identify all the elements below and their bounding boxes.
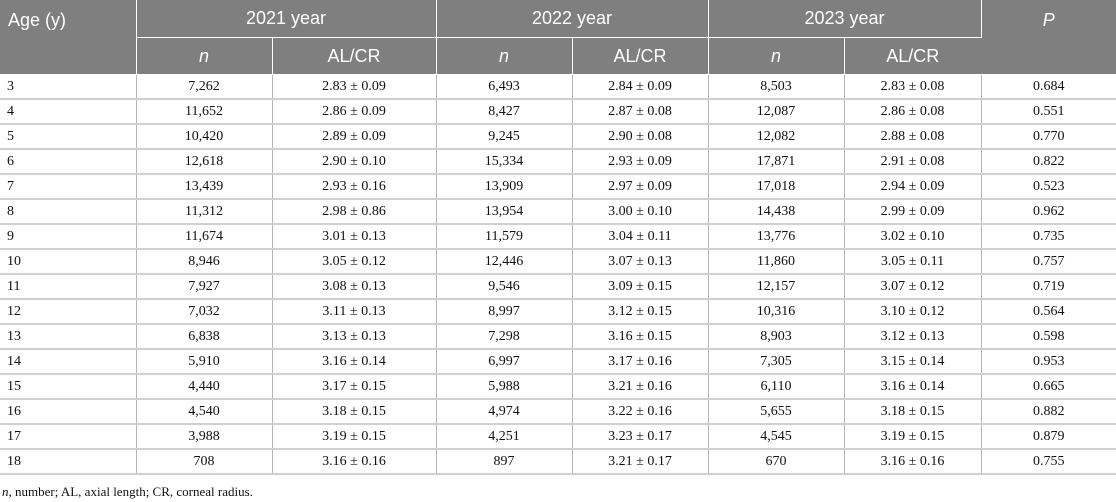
p-value-cell: 0.551 <box>981 99 1116 124</box>
n-2022-cell: 4,974 <box>436 399 572 424</box>
alcr-2022-header: AL/CR <box>572 38 708 75</box>
p-value-cell: 0.684 <box>981 75 1116 100</box>
age-cell: 17 <box>0 424 136 449</box>
table-row <box>0 374 1116 399</box>
alcr-2021-cell: 3.17 ± 0.15 <box>272 374 436 399</box>
alcr-2023-header: AL/CR <box>844 38 981 75</box>
age-cell: 12 <box>0 299 136 324</box>
n-2022-cell: 5,988 <box>436 374 572 399</box>
n-2023-cell: 12,082 <box>708 124 844 149</box>
alcr-2022-cell: 2.93 ± 0.09 <box>572 149 708 174</box>
alcr-2023-cell: 3.18 ± 0.15 <box>844 399 981 424</box>
n-2023-cell: 14,438 <box>708 199 844 224</box>
alcr-2021-cell: 3.16 ± 0.16 <box>272 449 436 474</box>
age-cell: 18 <box>0 449 136 474</box>
age-cell: 6 <box>0 149 136 174</box>
table-row <box>0 124 1116 149</box>
n-2023-cell: 8,903 <box>708 324 844 349</box>
n-2021-cell: 7,927 <box>136 274 272 299</box>
table-row <box>0 224 1116 249</box>
table-row <box>0 449 1116 474</box>
age-header: Age (y) <box>0 0 136 75</box>
footnote-text: , number; AL, axial length; CR, corneal radius. <box>8 484 253 499</box>
n-2023-header: n <box>708 38 844 75</box>
p-value-cell: 0.770 <box>981 124 1116 149</box>
p-value-cell: 0.735 <box>981 224 1116 249</box>
age-cell: 3 <box>0 75 136 100</box>
table-row <box>0 75 1116 100</box>
p-value-cell: 0.523 <box>981 174 1116 199</box>
n-2021-header: n <box>136 38 272 75</box>
alcr-2023-cell: 2.88 ± 0.08 <box>844 124 981 149</box>
alcr-2023-cell: 3.16 ± 0.16 <box>844 449 981 474</box>
age-cell: 4 <box>0 99 136 124</box>
age-cell: 15 <box>0 374 136 399</box>
n-2022-cell: 6,997 <box>436 349 572 374</box>
year-2023-header: 2023 year <box>708 0 981 38</box>
alcr-2022-cell: 2.97 ± 0.09 <box>572 174 708 199</box>
n-2023-cell: 12,157 <box>708 274 844 299</box>
age-cell: 9 <box>0 224 136 249</box>
p-value-cell: 0.953 <box>981 349 1116 374</box>
n-2021-cell: 6,838 <box>136 324 272 349</box>
alcr-2023-cell: 2.99 ± 0.09 <box>844 199 981 224</box>
alcr-2022-cell: 3.04 ± 0.11 <box>572 224 708 249</box>
alcr-2021-cell: 2.89 ± 0.09 <box>272 124 436 149</box>
age-cell: 14 <box>0 349 136 374</box>
n-2021-cell: 708 <box>136 449 272 474</box>
alcr-2021-cell: 3.13 ± 0.13 <box>272 324 436 349</box>
p-value-cell: 0.879 <box>981 424 1116 449</box>
alcr-2022-cell: 3.09 ± 0.15 <box>572 274 708 299</box>
table-body <box>0 75 1116 475</box>
table-row <box>0 274 1116 299</box>
year-2021-header: 2021 year <box>136 0 436 38</box>
n-2023-cell: 4,545 <box>708 424 844 449</box>
p-value-cell: 0.719 <box>981 274 1116 299</box>
table-row <box>0 149 1116 174</box>
table-row <box>0 424 1116 449</box>
n-2023-cell: 12,087 <box>708 99 844 124</box>
n-2021-cell: 7,032 <box>136 299 272 324</box>
n-2022-cell: 13,909 <box>436 174 572 199</box>
alcr-2021-cell: 3.01 ± 0.13 <box>272 224 436 249</box>
n-2022-cell: 15,334 <box>436 149 572 174</box>
n-2023-cell: 10,316 <box>708 299 844 324</box>
alcr-2023-cell: 3.05 ± 0.11 <box>844 249 981 274</box>
table-row <box>0 324 1116 349</box>
n-2023-cell: 11,860 <box>708 249 844 274</box>
alcr-2022-cell: 3.22 ± 0.16 <box>572 399 708 424</box>
n-2022-cell: 4,251 <box>436 424 572 449</box>
alcr-2022-cell: 3.23 ± 0.17 <box>572 424 708 449</box>
alcr-2022-cell: 3.17 ± 0.16 <box>572 349 708 374</box>
alcr-2021-cell: 3.16 ± 0.14 <box>272 349 436 374</box>
n-2022-cell: 8,997 <box>436 299 572 324</box>
n-2023-cell: 17,871 <box>708 149 844 174</box>
alcr-2023-cell: 3.10 ± 0.12 <box>844 299 981 324</box>
n-2021-cell: 13,439 <box>136 174 272 199</box>
alcr-2021-cell: 2.90 ± 0.10 <box>272 149 436 174</box>
n-2022-cell: 9,546 <box>436 274 572 299</box>
n-2023-cell: 7,305 <box>708 349 844 374</box>
p-value-cell: 0.757 <box>981 249 1116 274</box>
age-cell: 16 <box>0 399 136 424</box>
n-2022-cell: 13,954 <box>436 199 572 224</box>
alcr-2022-cell: 2.87 ± 0.08 <box>572 99 708 124</box>
n-2022-cell: 9,245 <box>436 124 572 149</box>
alcr-2021-cell: 2.86 ± 0.09 <box>272 99 436 124</box>
alcr-2021-cell: 3.08 ± 0.13 <box>272 274 436 299</box>
n-2023-cell: 13,776 <box>708 224 844 249</box>
alcr-2023-cell: 2.83 ± 0.08 <box>844 75 981 100</box>
n-2023-cell: 17,018 <box>708 174 844 199</box>
table-row <box>0 349 1116 374</box>
alcr-2023-cell: 2.94 ± 0.09 <box>844 174 981 199</box>
alcr-2022-cell: 3.21 ± 0.17 <box>572 449 708 474</box>
alcr-2023-cell: 3.02 ± 0.10 <box>844 224 981 249</box>
alcr-2021-cell: 2.98 ± 0.86 <box>272 199 436 224</box>
alcr-2022-cell: 3.12 ± 0.15 <box>572 299 708 324</box>
alcr-2023-cell: 3.16 ± 0.14 <box>844 374 981 399</box>
n-2021-cell: 11,312 <box>136 199 272 224</box>
p-value-cell: 0.665 <box>981 374 1116 399</box>
age-cell: 10 <box>0 249 136 274</box>
alcr-2021-cell: 2.83 ± 0.09 <box>272 75 436 100</box>
age-cell: 5 <box>0 124 136 149</box>
n-2022-cell: 7,298 <box>436 324 572 349</box>
n-2023-cell: 8,503 <box>708 75 844 100</box>
year-2022-header: 2022 year <box>436 0 708 38</box>
p-value-header: P <box>981 0 1116 75</box>
n-2021-cell: 4,540 <box>136 399 272 424</box>
n-2022-cell: 12,446 <box>436 249 572 274</box>
alcr-2022-cell: 2.84 ± 0.09 <box>572 75 708 100</box>
p-value-cell: 0.598 <box>981 324 1116 349</box>
p-value-cell: 0.564 <box>981 299 1116 324</box>
table-row <box>0 399 1116 424</box>
n-2021-cell: 5,910 <box>136 349 272 374</box>
alcr-2022-cell: 2.90 ± 0.08 <box>572 124 708 149</box>
alcr-2021-cell: 3.05 ± 0.12 <box>272 249 436 274</box>
alcr-2023-cell: 2.86 ± 0.08 <box>844 99 981 124</box>
alcr-2023-cell: 3.07 ± 0.12 <box>844 274 981 299</box>
alcr-2022-cell: 3.21 ± 0.16 <box>572 374 708 399</box>
alcr-2021-header: AL/CR <box>272 38 436 75</box>
n-2023-cell: 670 <box>708 449 844 474</box>
n-2022-cell: 6,493 <box>436 75 572 100</box>
n-2021-cell: 4,440 <box>136 374 272 399</box>
n-2021-cell: 11,674 <box>136 224 272 249</box>
footnote-n-abbrev: n <box>2 484 9 499</box>
p-value-cell: 0.755 <box>981 449 1116 474</box>
table-row <box>0 249 1116 274</box>
table-footnote <box>2 484 253 500</box>
age-cell: 8 <box>0 199 136 224</box>
p-value-cell: 0.962 <box>981 199 1116 224</box>
alcr-2023-cell: 2.91 ± 0.08 <box>844 149 981 174</box>
n-2021-cell: 12,618 <box>136 149 272 174</box>
n-2021-cell: 3,988 <box>136 424 272 449</box>
n-2022-header: n <box>436 38 572 75</box>
n-2023-cell: 5,655 <box>708 399 844 424</box>
alcr-2022-cell: 3.00 ± 0.10 <box>572 199 708 224</box>
table-row <box>0 199 1116 224</box>
n-2022-cell: 8,427 <box>436 99 572 124</box>
n-2023-cell: 6,110 <box>708 374 844 399</box>
table-row <box>0 174 1116 199</box>
p-value-cell: 0.882 <box>981 399 1116 424</box>
alcr-2023-cell: 3.15 ± 0.14 <box>844 349 981 374</box>
alcr-2021-cell: 2.93 ± 0.16 <box>272 174 436 199</box>
alcr-2021-cell: 3.19 ± 0.15 <box>272 424 436 449</box>
alcr-2021-cell: 3.18 ± 0.15 <box>272 399 436 424</box>
age-cell: 13 <box>0 324 136 349</box>
p-value-cell: 0.822 <box>981 149 1116 174</box>
alcr-2023-cell: 3.12 ± 0.13 <box>844 324 981 349</box>
alcr-2021-cell: 3.11 ± 0.13 <box>272 299 436 324</box>
table-row <box>0 99 1116 124</box>
age-cell: 11 <box>0 274 136 299</box>
alcr-2022-cell: 3.07 ± 0.13 <box>572 249 708 274</box>
n-2021-cell: 7,262 <box>136 75 272 100</box>
n-2021-cell: 8,946 <box>136 249 272 274</box>
n-2021-cell: 11,652 <box>136 99 272 124</box>
table-row <box>0 299 1116 324</box>
age-cell: 7 <box>0 174 136 199</box>
n-2022-cell: 897 <box>436 449 572 474</box>
n-2021-cell: 10,420 <box>136 124 272 149</box>
n-2022-cell: 11,579 <box>436 224 572 249</box>
alcr-2022-cell: 3.16 ± 0.15 <box>572 324 708 349</box>
alcr-2023-cell: 3.19 ± 0.15 <box>844 424 981 449</box>
